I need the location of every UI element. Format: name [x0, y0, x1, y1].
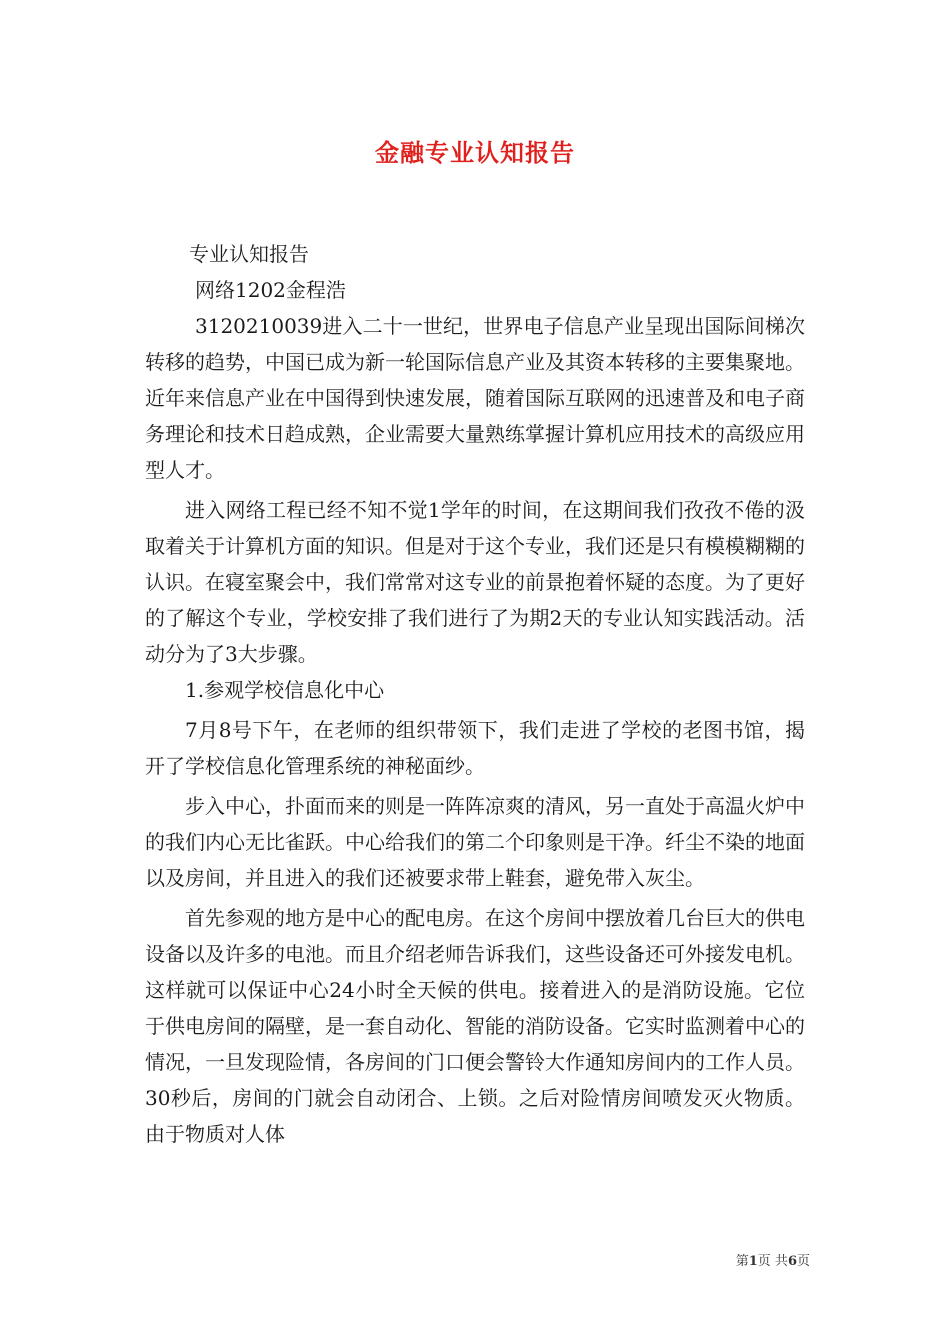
paragraph-subtitle: 专业认知报告: [189, 242, 309, 266]
paragraph-facilities: 首先参观的地方是中心的配电房。在这个房间中摆放着几台巨大的供电设备以及许多的电池。而且介绍老师告诉我们，这些设备还可外接发电机。这样就可以保证中心24小时全天候的供电。接着进入的是消防设施。它位于供电房间的隔壁，是一套自动化、智能的消防设备。它实时监测着中心的情况，一旦发现险情，各房间的门口便会警铃大作通知房间内的工作人员。30秒后，房间的门就会自动闭合、上锁。之后对险情房间喷发灭火物质。由于物质对人体: [145, 906, 805, 1146]
page-footer: [700, 1250, 810, 1269]
paragraph-background: 进入网络工程已经不知不觉1学年的时间，在这期间我们孜孜不倦的汲取着关于计算机方面的知识。但是对于这个专业，我们还是只有模模糊糊的认识。在寝室聚会中，我们常常对这专业的前景抱着怀疑的态度。为了更好的了解这个专业，学校安排了我们进行了为期2天的专业认知实践活动。活动分为了3大步骤。: [145, 498, 805, 666]
paragraph-visit: 7月8号下午，在老师的组织带领下，我们走进了学校的老图书馆，揭开了学校信息化管理系统的神秘面纱。: [145, 718, 805, 778]
section-heading: 1.参观学校信息化中心: [185, 678, 385, 702]
footer-total-pages: 6: [787, 1254, 797, 1269]
document-title: 金融专业认知报告: [375, 138, 575, 167]
paragraph-impression: 步入中心，扑面而来的则是一阵阵凉爽的清风，另一直处于高温火炉中的我们内心无比雀跃。中心给我们的第二个印象则是干净。纤尘不染的地面以及房间，并且进入的我们还被要求带上鞋套，避免带入灰尘。: [145, 794, 805, 890]
footer-middle: 页 共: [757, 1254, 788, 1269]
footer-page-number: 1: [748, 1254, 758, 1269]
footer-prefix: 第: [735, 1254, 749, 1269]
footer-suffix: 页: [796, 1254, 810, 1269]
document-body: [145, 236, 805, 1152]
paragraph-intro: 3120210039进入二十一世纪，世界电子信息产业呈现出国际间梯次转移的趋势，中国已成为新一轮国际信息产业及其资本转移的主要集聚地。近年来信息产业在中国得到快速发展，随着国际互联网的迅速普及和电子商务理论和技术日趋成熟，企业需要大量熟练掌握计算机应用技术的高级应用型人才。: [145, 314, 805, 482]
paragraph-author: 网络1202金程浩: [195, 278, 346, 302]
